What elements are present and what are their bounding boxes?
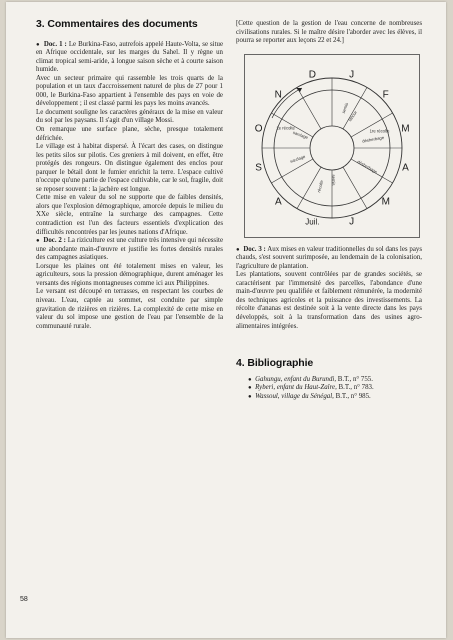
agricultural-calendar-diagram	[244, 54, 420, 238]
doc1-paragraph	[36, 41, 223, 75]
month-label: F	[382, 88, 389, 100]
month-label: Juil.	[305, 217, 320, 227]
doc3-label: Doc. 3 :	[243, 245, 266, 253]
section-heading-bibliographie: 4. Bibliographie	[236, 357, 314, 370]
right-column	[236, 20, 422, 402]
sector-label: semis	[340, 101, 350, 114]
doc1-text: Le Burkina-Faso, autrefois appelé Haute-Volta, se situe en Afrique occidentale, sur les marges du Sahel. Il y règne un climat tropical semi-aride, à longue saison sèche et à courte saison humide.	[36, 40, 224, 74]
bullet-icon: ●	[248, 385, 252, 392]
bullet-icon: ●	[236, 246, 240, 253]
bibliography-item: ● Gahungu, enfant du Burundi, B.T., n° 755.	[248, 375, 373, 383]
month-label: M	[401, 122, 410, 134]
sector-label: labour	[347, 109, 358, 122]
first-harvest-note: 1re récolte	[369, 128, 390, 134]
book-page	[6, 2, 446, 638]
month-label: M	[381, 196, 390, 208]
doc2-paragraph-2: Lorsque les plaines ont été totalement mises en valeur, les agriculteurs, sous la pression démographique, durent aménager les versants des régions montagneuses comme ici aux Philippines.	[36, 262, 223, 287]
water-management-note: [Cette question de la gestion de l'eau concerne de nombreuses civilisations rurales. Si le maître désire l'aborder avec les élèves, il pourra se reporter aux leçons 22 et 24.]	[236, 20, 422, 45]
doc3-paragraph-2: Les plantations, souvent contrôlées par de grandes sociétés, se caractérisent par l'immensité des parcelles, l'abondance d'une main-d'œuvre peu qualifiée et faiblement rémunérée, la modernité des techniques agricoles et la puissance des investissements. La récolte d'ananas est destinée soit à la vente directe dans les pays développés, soit à la transformation dans des usines agro-alimentaires intégrées.	[236, 271, 422, 330]
bibliography-item: ● Ryberi, enfant du Haut-Zaïre, B.T., n° 783.	[248, 384, 374, 392]
doc2-label: Doc. 2 :	[43, 237, 66, 245]
doc1-label: Doc. 1 :	[43, 40, 67, 48]
bullet-icon: ●	[36, 41, 40, 48]
bullet-icon: ●	[248, 376, 252, 383]
doc1-paragraph-4: On remarque une surface plane, sèche, presque totalement défrichée.	[36, 126, 223, 142]
month-label: D	[308, 69, 316, 81]
month-label: O	[254, 122, 263, 134]
sector-label: désherbage	[361, 134, 385, 144]
bibliography-section	[236, 359, 422, 402]
month-label: A	[274, 196, 282, 208]
second-harvest-note: 2e récolte	[276, 124, 295, 130]
sector-label: sarclage	[292, 129, 309, 140]
sector-label: sarclage	[289, 153, 306, 164]
doc3-paragraph	[236, 246, 422, 272]
doc2-text: La riziculture est une culture très intensive qui nécessite une abondante main-d'œuvre et justifie les fortes densités rurales des campagnes asiatiques.	[36, 237, 224, 262]
month-label: N	[274, 88, 282, 100]
month-divider	[297, 87, 321, 129]
section-heading-commentaires: 3. Commentaires des documents	[36, 18, 198, 30]
month-label: J	[349, 216, 355, 228]
doc2-paragraph-3: Le versant est découpé en terrasses, en respectant les courbes de niveau. L'eau, captée au sommet, est conduite par simple gravitation de rizières en rizières. La complexité de cette mise en valeur du sol impose une gestion de l'eau par l'ensemble de la communauté rurale.	[36, 288, 223, 330]
bullet-icon: ●	[36, 238, 40, 245]
bibliography-item: ● Wassoul, village du Sénégal, B.T., n° 985.	[248, 393, 371, 401]
month-label: J	[349, 69, 355, 81]
sector-label: désherbage	[356, 158, 379, 175]
doc1-paragraph-5: Le village est à habitat dispersé. À l'écart des cases, on distingue les petits silos sur pilotis. Ces greniers à mil doivent, en effet, être protégés des rongeurs. On distingue également des enclos pour parquer le bétail dont le fumier enrichit la terre. L'espace cultivé n'occupe qu'une partie de l'espace cultivable, car le sol, fragile, doit se reposer souvent : la jachère est longue.	[36, 143, 223, 193]
inner-ring	[310, 126, 354, 170]
sector-label: semis	[331, 174, 336, 186]
doc1-paragraph-6: Cette mise en valeur du sol ne supporte que de faibles densités, alors que l'explosion démographique, amorcée depuis le milieu du XXe siècle, entraîne la surcharge des campagnes. Cette contradiction est l'un des facteurs essentiels d'explication des difficultés rencontrées par les jeunes nations d'Afrique.	[36, 194, 223, 236]
month-label: S	[255, 162, 262, 174]
left-column	[36, 20, 223, 331]
month-label: A	[402, 162, 409, 174]
doc2-paragraph	[36, 237, 223, 263]
sector-label: récolte	[316, 179, 325, 193]
doc1-paragraph-2: Avec un secteur primaire qui rassemble les trois quarts de la population et un taux d'accroissement naturel de plus de 27 pour 1 000, le Burkina-Faso appartient à l'ensemble des pays en voie de développement ; il est classé parmi les pays les moins avancés.	[36, 74, 223, 108]
page-number: 58	[20, 596, 28, 603]
month-divider	[343, 167, 367, 209]
doc3-text: Aux mises en valeur traditionnelles du sol dans les pays chauds, s'est souvent surimposée, au lendemain de la colonisation, l'agriculture de plantation.	[236, 245, 423, 270]
bullet-icon: ●	[248, 394, 252, 401]
doc1-paragraph-3: Le document souligne les caractères généraux de la mise en valeur du sol par les paysans. Il s'agit d'un village Mossi.	[36, 108, 223, 125]
